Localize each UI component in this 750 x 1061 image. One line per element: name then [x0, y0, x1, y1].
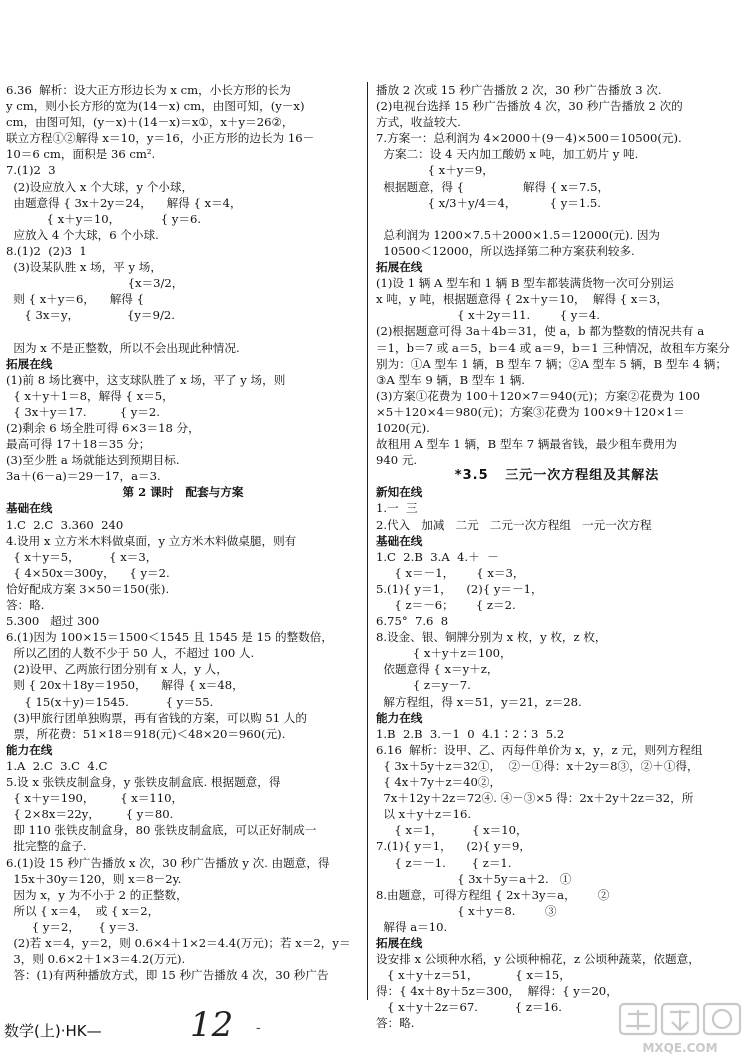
- text-line: [376, 211, 738, 227]
- text-line: { 15(x＋y)＝1545. { y＝55.: [6, 694, 214, 709]
- text-line: 因为 x 不是正整数，所以不会出现此种情况.: [6, 340, 240, 355]
- text-line: x 吨，y 吨，根据题意得 { 2x＋y＝10， 解得 { x＝3，: [376, 292, 668, 307]
- text-line: 由题意得 { 3x＋2y＝24， 解得 { x＝4，: [6, 195, 242, 210]
- text-line: { 3x＋y＝17. { y＝2.: [6, 404, 160, 419]
- text-line: { x＝－1， { x＝3，: [376, 565, 525, 580]
- left-column: [6, 82, 360, 983]
- text-line: { x＋y＋2z＝67. { z＝16.: [376, 1000, 562, 1015]
- text-line: (1)前 8 场比赛中，这支球队胜了 x 场，平了 y 场，则: [6, 372, 286, 387]
- text-line: 5.设 x 张铁皮制盒身，y 张铁皮制盒底. 根据题意，得: [6, 775, 281, 790]
- text-line: { x＋y＋z＝100，: [376, 646, 512, 661]
- text-line: 6.16 解析：设甲、乙、丙每件单价为 x，y，z 元，则列方程组: [376, 742, 703, 757]
- text-line: ×5＋120×4＝980(元)；方案③花费为 100×9＋120×1＝: [376, 404, 685, 419]
- text-line: { x＋y＋1＝8，解得 { x＝5，: [6, 388, 174, 403]
- text-line: 8.由题意，可得方程组 { 2x＋3y＝a， ②: [376, 887, 610, 902]
- text-line: 3a＋(6－a)＝29－17，a＝3.: [6, 469, 161, 484]
- text-line: 则 { 20x＋18y＝1950， 解得 { x＝48，: [6, 678, 244, 693]
- text-line: { 3x＋5y＝a＋2. ①: [376, 871, 572, 886]
- text-line: 根据题意，得 { 解得 { x＝7.5，: [376, 179, 610, 194]
- text-line: { x＋y＝9，: [376, 163, 494, 178]
- text-line: (3)至少胜 a 场就能达到预期目标.: [6, 453, 180, 468]
- handwritten-page-number: 12: [190, 1005, 234, 1045]
- text-line: { y＝2， { y＝3.: [6, 919, 139, 934]
- text-line: { 2×8x＝22y， { y＝80.: [6, 807, 174, 822]
- text-line: 联立方程①②解得 x＝10，y＝16，小正方形的边长为 16－: [6, 131, 315, 146]
- text-line: 因为 x，y 为不小于 2 的正整数，: [6, 887, 188, 902]
- text-line: { 3x＝y， {y＝9/2.: [6, 308, 175, 323]
- text-line: 10500＜12000，所以选择第二种方案获利较多.: [376, 243, 635, 258]
- text-line: { z＝y－7.: [376, 678, 471, 693]
- text-line: 8.设金、银、铜牌分别为 x 枚，y 枚，z 枚，: [376, 630, 607, 645]
- text-line: { x＋y＝190， { x＝110，: [6, 791, 184, 806]
- text-line: 7.(1){ y＝1， (2){ y＝9，: [376, 839, 531, 854]
- text-line: { x＋y＝8. ③: [376, 903, 557, 918]
- text-line: (2)剩余 6 场全胜可得 6×3＝18 分，: [6, 420, 200, 435]
- column-divider: [367, 82, 368, 1000]
- text-line: 恰好配成方案 3×50＝150(张).: [6, 581, 170, 596]
- text-line: 解得 a＝10.: [376, 919, 448, 934]
- text-line: 票，所花费：51×18＝918(元)＜48×20＝960(元).: [6, 726, 286, 741]
- text-line: 6.75° 7.6 8: [376, 614, 449, 629]
- text-line: 1.B 2.B 3.－1 0 4.1∶2∶3 5.2: [376, 726, 565, 741]
- text-line: 总利润为 1200×7.5＋2000×1.5＝12000(元). 因为: [376, 227, 661, 242]
- text-line: 解方程组，得 x＝51，y＝21，z＝28.: [376, 694, 582, 709]
- section-heading: 基础在线: [6, 501, 53, 516]
- text-line: y cm，则小长方形的宽为(14－x) cm，由图可知，(y－x): [6, 99, 305, 114]
- text-line: 即 110 张铁皮制盒身，80 张铁皮制盒底，可以正好制成一: [6, 823, 317, 838]
- text-line: 6.36 解析：设大正方形边长为 x cm，小长方形的长为: [6, 83, 291, 97]
- text-line: 故租用 A 型车 1 辆，B 型车 7 辆最省钱，最少租车费用为: [376, 437, 677, 452]
- section-heading: 基础在线: [376, 533, 423, 548]
- text-line: (2)设甲、乙两旅行团分别有 x 人，y 人，: [6, 662, 228, 677]
- text-line: (3)设某队胜 x 场，平 y 场，: [6, 260, 162, 275]
- section-heading: 新知在线: [376, 485, 423, 500]
- text-line: { x＋y＝5， { x＝3，: [6, 549, 158, 564]
- section-heading: 能力在线: [376, 710, 423, 725]
- text-line: 批完整的盒子.: [6, 839, 87, 854]
- text-line: 7x＋12y＋2z＝72④. ④－③×5 得：2x＋2y＋2z＝32，所: [376, 791, 694, 806]
- text-line: {x＝3/2，: [6, 276, 184, 291]
- watermark-logo: [616, 1000, 744, 1058]
- text-line: 5.(1){ y＝1， (2){ y＝－1，: [376, 581, 543, 596]
- right-column: [376, 82, 738, 1032]
- text-line: (3)甲旅行团单独购票，再有省钱的方案，可以购 51 人的: [6, 710, 307, 725]
- text-line: 940 元.: [376, 453, 418, 468]
- text-line: 2.代入 加减 二元 二元一次方程组 一元一次方程: [376, 517, 652, 532]
- text-line: 5.300 超过 300: [6, 614, 100, 629]
- text-line: 10＝6 cm，面积是 36 cm².: [6, 147, 156, 162]
- text-line: 15x＋30y＝120，则 x＝8－2y.: [6, 871, 182, 886]
- text-line: (3)方案①花费为 100＋120×7＝940(元)；方案②花费为 100: [376, 388, 700, 403]
- text-line: 依题意得 { x＝y＋z，: [376, 662, 499, 677]
- text-line: (2)若 x＝4，y＝2，则 0.6×4＋1×2＝4.4(万元)；若 x＝2，y＝: [6, 935, 351, 950]
- text-line: 1.C 2.C 3.360 240: [6, 517, 124, 532]
- text-line: 所以 { x＝4， 或 { x＝2，: [6, 903, 160, 918]
- text-line: (1)设 1 辆 A 型车和 1 辆 B 型车都装满货物一次可分别运: [376, 276, 674, 291]
- text-line: { 4×50x＝300y， { y＝2.: [6, 565, 170, 580]
- text-line: { z＝－6； { z＝2.: [376, 598, 516, 612]
- text-line: 方式，收益较大.: [376, 115, 461, 130]
- section-heading: 拓展在线: [376, 935, 423, 950]
- section-heading: 能力在线: [6, 742, 53, 757]
- text-line: 设安排 x 公顷种水稻，y 公顷种棉花，z 公顷种蔬菜，依题意，: [376, 952, 700, 967]
- text-line: (2)设应放入 x 个大球，y 个小球，: [6, 179, 194, 194]
- text-line: 以 x＋y＋z＝16.: [376, 807, 472, 822]
- lesson-title: 第 2 课时 配套与方案: [122, 485, 244, 500]
- section-heading: 拓展在线: [376, 260, 423, 275]
- text-line: { x/3＋y/4＝4， { y＝1.5.: [376, 195, 601, 210]
- text-line: 最高可得 17＋18＝35 分；: [6, 437, 151, 452]
- footer-dash: -: [256, 1020, 261, 1036]
- text-line: 7.(1)2 3: [6, 163, 56, 178]
- text-line: ③A 型车 9 辆，B 型车 1 辆.: [376, 372, 525, 387]
- text-line: 所以乙团的人数不少于 50 人，不超过 100 人.: [6, 646, 255, 661]
- text-line: 1.一 三: [376, 501, 418, 516]
- text-line: 答：略.: [376, 1016, 415, 1031]
- svg-text:MXQE.COM: MXQE.COM: [642, 1041, 718, 1055]
- text-line: (2)电视台选择 15 秒广告播放 4 次，30 秒广告播放 2 次的: [376, 99, 683, 114]
- text-line: 则 { x＋y＝6， 解得 {: [6, 292, 144, 307]
- text-line: ＝1，b＝7 或 a＝5，b＝4 或 a＝9，b＝1 三种情况，故租车方案分: [376, 340, 730, 355]
- text-line: 6.(1)设 15 秒广告播放 x 次，30 秒广告播放 y 次. 由题意，得: [6, 855, 330, 870]
- section-heading: 拓展在线: [6, 356, 53, 371]
- text-line: (2)根据题意可得 3a＋4b＝31，使 a，b 都为整数的情况共有 a: [376, 324, 705, 339]
- text-line: 7.方案一：总利润为 4×2000＋(9－4)×500＝10500(元).: [376, 131, 682, 146]
- text-line: { 4x＋7y＋z＝40②，: [376, 775, 502, 790]
- text-line: cm，由图可知，(y－x)＋(14－x)＝x①，x＋y＝26②，: [6, 115, 294, 130]
- text-line: [6, 323, 360, 339]
- text-line: 1020(元).: [376, 420, 430, 435]
- chapter-title: *3.5 三元一次方程组及其解法: [454, 468, 660, 484]
- text-line: 8.(1)2 (2)3 1: [6, 243, 87, 258]
- text-line: 3，则 0.6×2＋1×3＝4.2(万元).: [6, 952, 186, 967]
- text-line: 4.设用 x 立方米木料做桌面，y 立方米木料做桌腿，则有: [6, 533, 297, 548]
- text-line: 方案二：设 4 天内加工酸奶 x 吨，加工奶片 y 吨.: [376, 147, 639, 162]
- text-line: { z＝－1. { z＝1.: [376, 855, 512, 870]
- text-line: 答：略.: [6, 598, 45, 612]
- text-line: 别为：①A 型车 1 辆，B 型车 7 辆；②A 型车 5 辆，B 型车 4 辆；: [376, 356, 727, 371]
- footer-label: 数学(上)·HK—: [4, 1022, 102, 1040]
- text-line: 播放 2 次或 15 秒广告播放 2 次，30 秒广告播放 3 次.: [376, 83, 662, 97]
- text-line: { x＋y＝10， { y＝6.: [6, 211, 202, 226]
- text-line: { x＋y＋z＝51， { x＝15，: [376, 968, 571, 983]
- text-line: { x＋2y＝11. { y＝4.: [376, 308, 600, 323]
- text-line: 1.A 2.C 3.C 4.C: [6, 758, 108, 773]
- text-line: { x＝1， { x＝10，: [376, 823, 528, 838]
- text-line: 6.(1)因为 100×15＝1500＜1545 且 1545 是 15 的整数倍，: [6, 630, 333, 645]
- text-line: 答：(1)有两种播放方式，即 15 秒广告播放 4 次，30 秒广告: [6, 968, 329, 983]
- text-line: 应放入 4 个大球，6 个小球.: [6, 227, 159, 242]
- text-line: 得：{ 4x＋8y＋5z＝300， 解得：{ y＝20，: [376, 984, 618, 999]
- text-line: { 3x＋5y＋z＝32①， ②－①得：x＋2y＝8③，②＋①得，: [376, 758, 699, 773]
- text-line: 1.C 2.B 3.A 4.＋ －: [376, 549, 499, 564]
